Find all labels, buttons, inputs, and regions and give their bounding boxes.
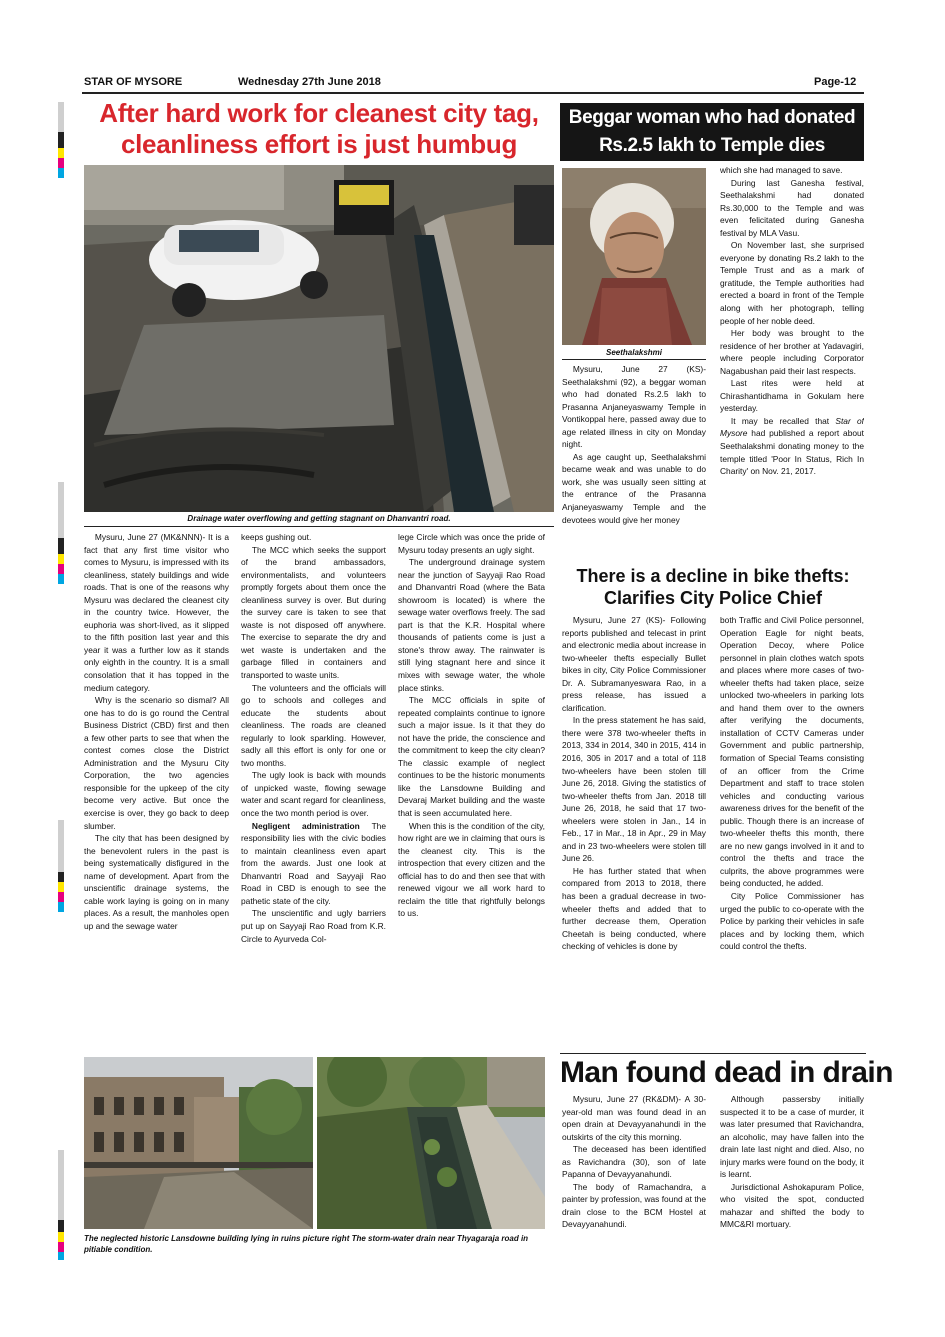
main-story-para: The volunteers and the officials will go to schools and colleges and educate the students about cleanliness. The roads are cleaned regularly to look sparkling. However, sadly all this effort is only for one or two months.	[241, 682, 386, 768]
beggar-headline-banner	[560, 103, 864, 161]
beggar-photo-caption: Seethalakshmi	[605, 348, 663, 357]
drain-story-column-1	[562, 1093, 706, 1263]
beggar-story-para: As age caught up, Seethalakshmi became weak and was unable to do work, she was usually seen sitting at the entrance of the Prasanna Anjaneyaswamy Temple and the devotees would give her money	[562, 451, 706, 525]
beggar-photo-caption-rule	[562, 359, 706, 360]
beggar-story-para: which she had managed to save.	[720, 165, 843, 175]
main-story-para: When this is the condition of the city, how right are we in claiming that ours is the cleanest city. This is the introspection that every citizen and the official has to do and then see that with renewed vigour we all work hard to reclaim the title that rightfully belongs to us.	[398, 820, 545, 919]
main-headline	[82, 98, 556, 160]
beggar-story-column-1	[562, 363, 706, 563]
main-story-para: The ugly look is back with mounds of unpicked waste, flowing sewage water and scant regard for cleanliness, once the two month period is over.	[241, 770, 386, 819]
bottom-photo-lansdowne-building-image	[84, 1057, 313, 1229]
beggar-story-para: Last rites were held at Chirashantidhama in Gokulam here yesterday.	[720, 378, 864, 414]
beggar-story-para: During last Ganesha festival, Seethalakshmi had donated Rs.30,000 to the Temple and was even felicitated during Ganesha festival by MLA Vasu.	[720, 177, 864, 238]
drain-story-para: The deceased has been identified as Ravichandra (30), son of late Papanna of Devayyanahundi.	[562, 1144, 706, 1180]
main-story-para: The underground drainage system near the junction of Sayyaji Rao Road and Dhanvantri Road (where the Bata showroom is located) is where the sewage water overflows freely. The sad part is that the K.R. Hospital where thousands of patients come is just a stone's throw away. The rainwater is still lying stagnant here and since it mixes with sewage water, the whole place stinks.	[398, 557, 545, 693]
beggar-story-text: had published a report about Seethalakshmi donating money to the temple titled 'Poor In Status, Rich In Charity' on Nov. 21, 2017.	[720, 428, 864, 477]
masthead-page-number: Page-12	[814, 76, 857, 88]
beggar-story-para: Her body was brought to the residence of her brother at Yadavagiri, where people including Corporator Nagabushan paid their last respects.	[720, 328, 864, 376]
main-story-para: Mysuru, June 27 (MK&NNN)- It is a fact that any first time visitor who comes to Mysuru, is impressed with its cleanliness, stately buildings and wide roads. That is one of the reasons why Mysuru was declared the cleanest city in the country twice. However, the euphoria was short-lived, as it slipped to the fifth position last year and this year it was a further low as it stands only eighth in the country. It is a small consolation that it has topped in the medium category.	[84, 532, 229, 693]
bike-headline-line2: Clarifies City Police Chief	[603, 588, 823, 608]
main-story-subhead-text: The responsibility lies with the civic bodies to maintain cleanliness even apart from the awards. Just one look at Dhanvantri Road and Sayyaji Rao Road in CBD is enough to see the pathetic state of the city.	[241, 820, 386, 906]
bike-story-para: City Police Commissioner has urged the public to co-operate with the Police by parking their vehicles in safe places and by locking them, which could control the thefts.	[720, 891, 864, 952]
beggar-story-text: It may be recalled that	[730, 415, 836, 426]
main-story-para: Why is the scenario so dismal? All one has to do is go round the Central Business District (CBD) first and then a few other parts to see that when the contest comes close the District Administration and the Mysuru City Corporation, the two agencies responsible for the upkeep of the city become very active. But once the exercise is over, they go back to deep slumber.	[84, 695, 229, 831]
drain-story-para: The body of Ramachandra, a painter by profession, was found at the drain close to the BCM Hostel at Devayyanahundi.	[562, 1181, 706, 1230]
main-story-subhead-para	[241, 820, 386, 908]
main-photo-drain-road-image	[84, 165, 554, 512]
drain-story-para: Jurisdictional Ashokapuram Police, who visited the spot, conducted mahazar and shifted the body to MMC&RI mortuary.	[720, 1181, 864, 1230]
bike-story-para: In the press statement he has said, there were 378 two-wheeler thefts in 2013, 334 in 2014, 340 in 2015, 414 in 2016, 305 in 2017 and a total of 118 two-wheelers have been stolen till June 26, 2018. Giving the statistics of two-wheeler thefts from Jan. 2018 till June 26, 2018, he said that 17 two-wheelers were stolen in Jan., 14 in Feb., 17 in Mar., 18 in Apr., 29 in May and in 23 two-wheelers were stolen till June 26.	[562, 715, 706, 864]
beggar-story-last-para	[720, 415, 864, 478]
main-story-column-2	[241, 531, 386, 1051]
main-story-para: The MCC officials in spite of repeated complaints continue to ignore such a major issue. Is it that they do not have the pride, the conscience and the commitment to keep the city clean? The classic example of neglect continues to be the historic monuments like the Lansdowne Building and Devaraj Market building and the waste that is seen accumulated here.	[398, 695, 545, 819]
main-story-column-1	[84, 531, 229, 1051]
drain-story-para: Mysuru, June 27 (RK&DM)- A 30-year-old man was found dead in an open drain at Devayyanahundi in the outskirts of the city this morning.	[562, 1094, 706, 1142]
bike-headline-line1: There is a decline in bike thefts:	[576, 566, 850, 586]
main-story-para: The MCC which seeks the support of the brand ambassadors, environmentalists, and volunteers promptly forgets about them once the cleanliness survey is over. But during the survey care is taken to see that waste is not disposed off anywhere. The exercise to separate the dry and wet waste is undertaken and the garbage filled in containers and transported to waste units.	[241, 544, 386, 681]
main-story-para: keeps gushing out.	[241, 532, 312, 542]
main-photo-drain-road	[84, 165, 554, 512]
beggar-photo-seethalakshmi-image	[562, 168, 706, 345]
drain-story-para: Although passersby initially suspected it to be a case of murder, it was later presumed that Ravichandra, an alcoholic, may have fallen into the drain late last night and died. Also, no injury marks were found on the body, it is learnt.	[720, 1094, 864, 1180]
main-photo-caption-rule	[84, 526, 554, 527]
main-story-column-3	[398, 531, 545, 1051]
drain-headline: Man found dead in drain	[560, 1056, 893, 1089]
masthead-date: Wednesday 27th June 2018	[238, 76, 381, 88]
bike-story-column-1	[562, 614, 706, 1050]
drain-story-column-2	[720, 1093, 864, 1263]
main-story-para: The unscientific and ugly barriers put up on Sayyaji Rao Road from K.R. Circle to Ayurveda Col-	[241, 908, 386, 944]
main-headline-line1: After hard work for cleanest city tag,	[99, 98, 539, 128]
bottom-photos-caption: The neglected historic Lansdowne building lying in ruins picture right The storm-water drain near Thyagaraja road in pitiable condition.	[84, 1234, 529, 1254]
bike-story-column-2	[720, 614, 864, 1050]
beggar-headline-line2: Rs.2.5 lakh to Temple dies	[599, 135, 825, 156]
main-headline-line2: cleanliness effort is just humbug	[120, 129, 518, 159]
bike-story-para: both Traffic and Civil Police personnel, Operation Eagle for night beats, Operation Decoy, where Police personnel in plain clothes watch spots and places where more cases of two-wheeler thefts had taken place, seize unlocked two-wheelers in parking lots and hand them over to the owners after verifying the documents, installation of CCTV Cameras under Government and public partnership, formation of Special Teams consisting of an officer from the Crime Department and staff to trace stolen vehicles and conducting various awareness drives for the benefit of the public. Though there is an increase of two-wheeler thefts this month, there are no new gangs involved in it and to control the thefts and trace the culprits, the above programmes were being conducted, he added.	[720, 615, 864, 889]
masthead-paper-name: STAR OF MYSORE	[84, 76, 183, 88]
beggar-headline-line1: Beggar woman who had donated	[568, 107, 856, 128]
bike-story-para: Mysuru, June 27 (KS)- Following reports published and telecast in print and electronic media about increase in two-wheeler thefts especially Bullet bikes in city, City Police Commissioner Dr. A. Subramanyeswara Rao, in a press release, has issued a clarification.	[562, 615, 706, 713]
beggar-story-para: On November last, she surprised everyone by donating Rs.2 lakh to the Temple Trust and as a mark of gratitude, the Temple authorities had erected a board in front of the Temple along with her photograph, telling people of her noble deed.	[720, 240, 864, 326]
main-photo-caption: Drainage water overflowing and getting stagnant on Dhanvantri road.	[187, 514, 451, 523]
main-story-para: lege Circle which was once the pride of Mysuru today presents an ugly sight.	[398, 532, 545, 555]
bottom-photo-lansdowne-building	[84, 1057, 313, 1229]
main-story-para: The city that has been designed by the benevolent rulers in the past is being systematically disfigured in the name of development. Apart from the unscientific drainage systems, the cable work laying is going on in many places. As a result, the manholes open up and the sewage water	[84, 833, 229, 931]
beggar-story-para: Mysuru, June 27 (KS)- Seethalakshmi (92), a beggar woman who had donated Rs.2.5 lakh to Prasanna Anjaneyaswamy Temple in Vontikoppal here, passed away due to age related illness in city on Monday night.	[562, 364, 706, 450]
bike-headline	[560, 565, 866, 609]
beggar-photo-seethalakshmi	[562, 168, 706, 345]
bottom-photo-storm-water-drain-image	[317, 1057, 545, 1229]
bike-story-para: He has further stated that when compared from 2013 to 2018, there has been a gradual decrease in two-wheeler thefts and added that to further decrease them, Operation Cheetah is being conducted, where checking of vehicles is done by	[562, 865, 706, 952]
beggar-story-column-2	[720, 164, 864, 560]
main-story-subhead: Negligent administration	[251, 820, 360, 831]
masthead-rule	[82, 92, 864, 94]
bottom-photo-storm-water-drain	[317, 1057, 545, 1229]
beggar-story-paper-name: Star of Mysore	[720, 415, 864, 439]
drain-story-top-rule	[560, 1053, 866, 1054]
